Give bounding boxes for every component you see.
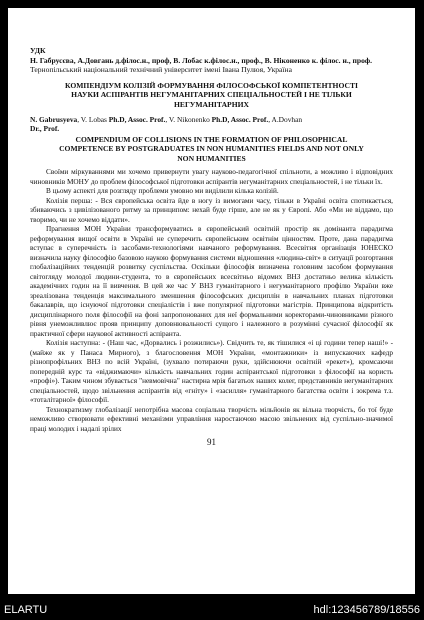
authors-english xyxy=(30,115,393,134)
author-3-degree: Ph.D, Assoc. Prof. xyxy=(211,115,269,124)
author-4-degree: Dr., Prof. xyxy=(30,124,60,134)
author-1: N. Gabrusyeva xyxy=(30,115,78,124)
document-page xyxy=(8,8,415,594)
title-english: COMPENDIUM OF COLLISIONS IN THE FORMATION OF PHILOSOPHICAL COMPETENCE BY POSTGRADUATES IN NON HUMANITIES FIELDS AND NOT ONLY NON HUMANITIES xyxy=(59,134,364,163)
author-2: , V. Lobas xyxy=(77,115,109,124)
body-paragraph: Колізія перша: - Вся європейська освіта йде в ногу із вимогами часу, тільки в Україні освіта спотикається, збиваючись з цивілізованого ритму за принципом: нехай буде гірше, але не як у Європі. Або «Ми не віддамо, що творимо, чи не хочемо віддати». xyxy=(30,196,393,224)
viewer-footer xyxy=(0,601,424,620)
page-number: 91 xyxy=(207,437,216,448)
affiliation: Тернопільський національний технічний університет імені Івана Пулюя, Україна xyxy=(30,65,292,75)
body-paragraph: В цьому аспекті для розгляду проблеми умовно ми виділили кілька колізій. xyxy=(46,187,279,196)
body-paragraph: Колізія наступна: - (Наш час, «Дорвались і розжились»). Свідчить те, як тішилися «і ці години тепер наші!» - (майже як у Панаса Мирного), з благословення МОН України, «монтажники» із випускаючих кафедр різнопрофільних ВНЗ по всій Україні, (зухвало потираючи руки, здійснюючи освітній «рекет»), кромсаючи попередній курс та «віджимаючи» кількість навчальних годин аспірантської підготовки з філософії на користь «профі»). Таким чином збувається "невмовічна" настирна мрія багатьох наших колег, представників негуманітарних спеціальностей, щодо звільнення аспірантів від «гніту» і «засилля» гуманітарного багатства освіти і зокрема т.з. «тоталітарної» філософії. xyxy=(30,339,393,405)
handle-identifier: hdl:123456789/18556 xyxy=(313,604,420,616)
body-paragraph: Прагнення МОН України трансформуватись в європейський освітній простір як домінанта парадигма реформування вищої освіти в Україні не суперечить європейським освітнім цінностям. Проте, дана парадигма вступає в суперечність із засобами-технологіями навчаного реформування. Всесвітня організація ЮНЕСКО визначила науку філософію базовою наукою формування системи відношення «людина-світ» в ситуації розгортання глобалізаційних тенденцій розвитку суспільства. Оскільки філософія визначена головним засобом формування світогляду молодої людини-студента, то в європейських всесвітньо відомих ВНЗ достатньо велика кількість академічних годин на її вивчення. В цей же час У ВНЗ гуманітарного і негуманітарного профілю України вже зреалізована тенденція максимального зменшення філософських дисциплін в навчальних планах підготовки бакалаврів, що існуючої підготовки спеціалістів і вже популярної підготовки магістрів. Принципова відкритість дисциплінарного поля філософії на фоні запропонованих для неї формальними коректорами-чиновниками різного рівня унеможливлює прояв принципу доповнювальності сущого і належного в розумінні сучасної філософії як практичної сфери наукової активності аспіранта. xyxy=(30,225,393,338)
udc-label: УДК xyxy=(30,46,46,55)
author-3: , V. Nikonenko xyxy=(165,115,212,124)
body-paragraph: Своїми міркуваннями ми хочемо привернути увагу науково-педагогічної спільноти, а можливо і відповідних чиновників МОНУ до проблем філософської підготовки аспірантів негуманітарних спеціальностей, і не тільки їх. xyxy=(30,168,393,186)
repository-label: ELARTU xyxy=(4,604,48,616)
author-2-degree: Ph.D, Assoc. Prof. xyxy=(108,115,166,124)
body-paragraph: Технократизму глобалізації непотрібна масова соціальна творчість мільйонів як вільна творчість, бо тої буде неможливо створювати ефективні механізми управління наростаючою масою звільнених від суспільно-значимої праці молодих і надалі зрілих xyxy=(30,405,393,433)
title-ukrainian: КОМПЕНДІУМ КОЛІЗІЙ ФОРМУВАННЯ ФІЛОСОФСЬКОЇ КОМПЕТЕНТНОСТІ НАУКИ АСПІРАНТІВ НЕГУМАНІТАРНИХ СПЕЦІАЛЬНОСТЕЙ І НЕ ТІЛЬКИ НЕГУМАНІТАРНИХ xyxy=(65,80,358,109)
author-4: , A.Dovhan xyxy=(268,115,303,124)
authors-ukrainian: Н. Габрусєва, А.Довгань д.філос.н., проф, В. Лобас к.філос.н., проф., В. Ніконенко к. філос. н., проф. xyxy=(30,55,373,65)
